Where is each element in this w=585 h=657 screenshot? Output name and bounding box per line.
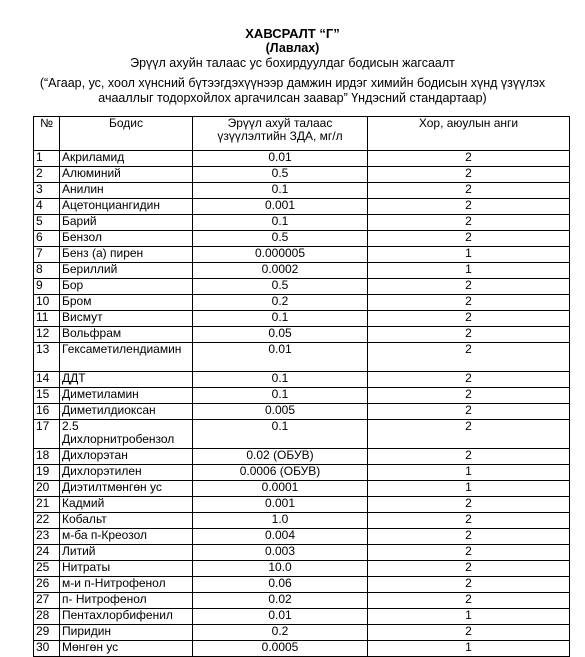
substance-name: Висмут bbox=[60, 311, 193, 327]
table-row bbox=[34, 465, 570, 481]
limit-value: 0.5 bbox=[193, 231, 368, 247]
substance-name: Диметилдиоксан bbox=[60, 404, 193, 420]
hazard-class: 2 bbox=[368, 561, 570, 577]
limit-value: 0.0002 bbox=[193, 263, 368, 279]
limit-value: 0.005 bbox=[193, 404, 368, 420]
hazard-class: 1 bbox=[368, 247, 570, 263]
column-header-number: № bbox=[34, 117, 60, 151]
row-number: 13 bbox=[34, 343, 60, 372]
limit-value: 0.02 (ОБУВ) bbox=[193, 449, 368, 465]
substance-name: Барий bbox=[60, 215, 193, 231]
table-row bbox=[34, 420, 570, 449]
column-header-substance: Бодис bbox=[60, 117, 193, 151]
table-row bbox=[34, 497, 570, 513]
limit-value: 10.0 bbox=[193, 561, 368, 577]
description-line: ачааллыг тодорхойлох аргачилсан заавар” Үндэсний стандартаар) bbox=[98, 91, 487, 105]
table-header-row bbox=[34, 117, 570, 151]
limit-value: 0.5 bbox=[193, 167, 368, 183]
row-number: 3 bbox=[34, 183, 60, 199]
substance-table bbox=[33, 116, 570, 657]
hazard-class: 2 bbox=[368, 513, 570, 529]
table-row bbox=[34, 625, 570, 641]
table-row bbox=[34, 609, 570, 625]
hazard-class: 2 bbox=[368, 327, 570, 343]
table-row bbox=[34, 529, 570, 545]
row-number: 8 bbox=[34, 263, 60, 279]
hazard-class: 2 bbox=[368, 311, 570, 327]
table-row bbox=[34, 561, 570, 577]
row-number: 28 bbox=[34, 609, 60, 625]
hazard-class: 2 bbox=[368, 529, 570, 545]
table-row bbox=[34, 247, 570, 263]
hazard-class: 2 bbox=[368, 151, 570, 167]
hazard-class: 1 bbox=[368, 481, 570, 497]
row-number: 16 bbox=[34, 404, 60, 420]
row-number: 1 bbox=[34, 151, 60, 167]
limit-value: 0.2 bbox=[193, 295, 368, 311]
hazard-class: 2 bbox=[368, 372, 570, 388]
table-row bbox=[34, 231, 570, 247]
substance-name: Нитраты bbox=[60, 561, 193, 577]
row-number: 12 bbox=[34, 327, 60, 343]
hazard-class: 2 bbox=[368, 593, 570, 609]
substance-name: Ацетонциангидин bbox=[60, 199, 193, 215]
limit-value: 0.06 bbox=[193, 577, 368, 593]
table-row bbox=[34, 593, 570, 609]
hazard-class: 2 bbox=[368, 343, 570, 372]
table-row bbox=[34, 641, 570, 657]
limit-value: 0.2 bbox=[193, 625, 368, 641]
substance-name: Пиридин bbox=[60, 625, 193, 641]
limit-value: 0.1 bbox=[193, 183, 368, 199]
hazard-class: 1 bbox=[368, 609, 570, 625]
column-header-hazard-class: Хор, аюулын анги bbox=[368, 117, 570, 151]
substance-name: Дихлорэтан bbox=[60, 449, 193, 465]
hazard-class: 2 bbox=[368, 420, 570, 449]
limit-value: 0.01 bbox=[193, 151, 368, 167]
row-number: 9 bbox=[34, 279, 60, 295]
row-number: 5 bbox=[34, 215, 60, 231]
limit-value: 0.001 bbox=[193, 199, 368, 215]
limit-value: 0.1 bbox=[193, 311, 368, 327]
row-number: 10 bbox=[34, 295, 60, 311]
substance-name: Бенз (а) пирен bbox=[60, 247, 193, 263]
table-row bbox=[34, 151, 570, 167]
limit-value: 0.0006 (ОБУВ) bbox=[193, 465, 368, 481]
substance-name: м-и п-Нитрофенол bbox=[60, 577, 193, 593]
limit-value: 0.0001 bbox=[193, 481, 368, 497]
row-number: 26 bbox=[34, 577, 60, 593]
table-row bbox=[34, 577, 570, 593]
limit-value: 0.05 bbox=[193, 327, 368, 343]
row-number: 7 bbox=[34, 247, 60, 263]
row-number: 2 bbox=[34, 167, 60, 183]
document-subtitle: (Лавлах) bbox=[265, 41, 320, 55]
hazard-class: 2 bbox=[368, 577, 570, 593]
limit-value: 0.02 bbox=[193, 593, 368, 609]
row-number: 11 bbox=[34, 311, 60, 327]
substance-name: Литий bbox=[60, 545, 193, 561]
substance-name: м-ба п-Креозол bbox=[60, 529, 193, 545]
row-number: 19 bbox=[34, 465, 60, 481]
description-line: Эрүүл ахуйн талаас ус бохирдуулдаг бодисын жагсаалт bbox=[130, 56, 455, 70]
table-row bbox=[34, 311, 570, 327]
hazard-class: 2 bbox=[368, 625, 570, 641]
substance-name: Алюминий bbox=[60, 167, 193, 183]
substance-name: Бор bbox=[60, 279, 193, 295]
row-number: 20 bbox=[34, 481, 60, 497]
hazard-class: 2 bbox=[368, 215, 570, 231]
substance-name: Бром bbox=[60, 295, 193, 311]
table-row bbox=[34, 343, 570, 372]
limit-value: 0.01 bbox=[193, 609, 368, 625]
limit-value: 0.5 bbox=[193, 279, 368, 295]
substance-name: ДДТ bbox=[60, 372, 193, 388]
hazard-class: 2 bbox=[368, 167, 570, 183]
substance-name: Мөнгөн ус bbox=[60, 641, 193, 657]
table-row bbox=[34, 295, 570, 311]
limit-value: 0.004 bbox=[193, 529, 368, 545]
row-number: 4 bbox=[34, 199, 60, 215]
hazard-class: 2 bbox=[368, 388, 570, 404]
table-row bbox=[34, 327, 570, 343]
table-row bbox=[34, 545, 570, 561]
hazard-class: 1 bbox=[368, 465, 570, 481]
hazard-class: 2 bbox=[368, 295, 570, 311]
substance-name: Гексаметилендиамин bbox=[60, 343, 193, 372]
substance-name: п- Нитрофенол bbox=[60, 593, 193, 609]
row-number: 25 bbox=[34, 561, 60, 577]
row-number: 24 bbox=[34, 545, 60, 561]
hazard-class: 2 bbox=[368, 199, 570, 215]
limit-value: 0.003 bbox=[193, 545, 368, 561]
limit-value: 0.0005 bbox=[193, 641, 368, 657]
hazard-class: 2 bbox=[368, 449, 570, 465]
description-line: (“Агаар, ус, хоол хүнсний бүтээгдэхүүнээр дамжин ирдэг химийн бодисын хүнд үзүүлэх bbox=[39, 76, 546, 90]
hazard-class: 2 bbox=[368, 231, 570, 247]
hazard-class: 2 bbox=[368, 279, 570, 295]
table-row bbox=[34, 167, 570, 183]
hazard-class: 2 bbox=[368, 183, 570, 199]
limit-value: 0.000005 bbox=[193, 247, 368, 263]
row-number: 6 bbox=[34, 231, 60, 247]
table-row bbox=[34, 215, 570, 231]
hazard-class: 2 bbox=[368, 404, 570, 420]
table-row bbox=[34, 263, 570, 279]
table-row bbox=[34, 449, 570, 465]
row-number: 15 bbox=[34, 388, 60, 404]
row-number: 22 bbox=[34, 513, 60, 529]
substance-name: Акриламид bbox=[60, 151, 193, 167]
row-number: 30 bbox=[34, 641, 60, 657]
row-number: 21 bbox=[34, 497, 60, 513]
table-row bbox=[34, 183, 570, 199]
limit-value: 1.0 bbox=[193, 513, 368, 529]
table-row bbox=[34, 199, 570, 215]
row-number: 29 bbox=[34, 625, 60, 641]
hazard-class: 2 bbox=[368, 545, 570, 561]
limit-value: 0.001 bbox=[193, 497, 368, 513]
substance-name: Диметиламин bbox=[60, 388, 193, 404]
substance-name: Анилин bbox=[60, 183, 193, 199]
limit-value: 0.1 bbox=[193, 420, 368, 449]
table-row bbox=[34, 513, 570, 529]
substance-name: Бензол bbox=[60, 231, 193, 247]
row-number: 17 bbox=[34, 420, 60, 449]
substance-name: Диэтилтмөнгөн ус bbox=[60, 481, 193, 497]
document-title: ХАВСРАЛТ “Г” bbox=[245, 26, 340, 41]
row-number: 23 bbox=[34, 529, 60, 545]
hazard-class: 2 bbox=[368, 497, 570, 513]
row-number: 14 bbox=[34, 372, 60, 388]
limit-value: 0.1 bbox=[193, 372, 368, 388]
row-number: 18 bbox=[34, 449, 60, 465]
limit-value: 0.1 bbox=[193, 388, 368, 404]
table-row bbox=[34, 388, 570, 404]
substance-name: Вольфрам bbox=[60, 327, 193, 343]
hazard-class: 1 bbox=[368, 641, 570, 657]
table-row bbox=[34, 404, 570, 420]
limit-value: 0.1 bbox=[193, 215, 368, 231]
substance-name: Кобальт bbox=[60, 513, 193, 529]
substance-name: Кадмий bbox=[60, 497, 193, 513]
hazard-class: 1 bbox=[368, 263, 570, 279]
substance-name: Дихлорэтилен bbox=[60, 465, 193, 481]
table-row bbox=[34, 481, 570, 497]
limit-value: 0.01 bbox=[193, 343, 368, 372]
row-number: 27 bbox=[34, 593, 60, 609]
column-header-limit: Эрүүл ахуй талаас үзүүлэлтийн ЗДА, мг/л bbox=[193, 117, 368, 151]
table-row bbox=[34, 372, 570, 388]
substance-name: Пентахлорбифенил bbox=[60, 609, 193, 625]
substance-name: Бериллий bbox=[60, 263, 193, 279]
table-row bbox=[34, 279, 570, 295]
substance-name: 2.5 Дихлорнитробензол bbox=[60, 420, 193, 449]
